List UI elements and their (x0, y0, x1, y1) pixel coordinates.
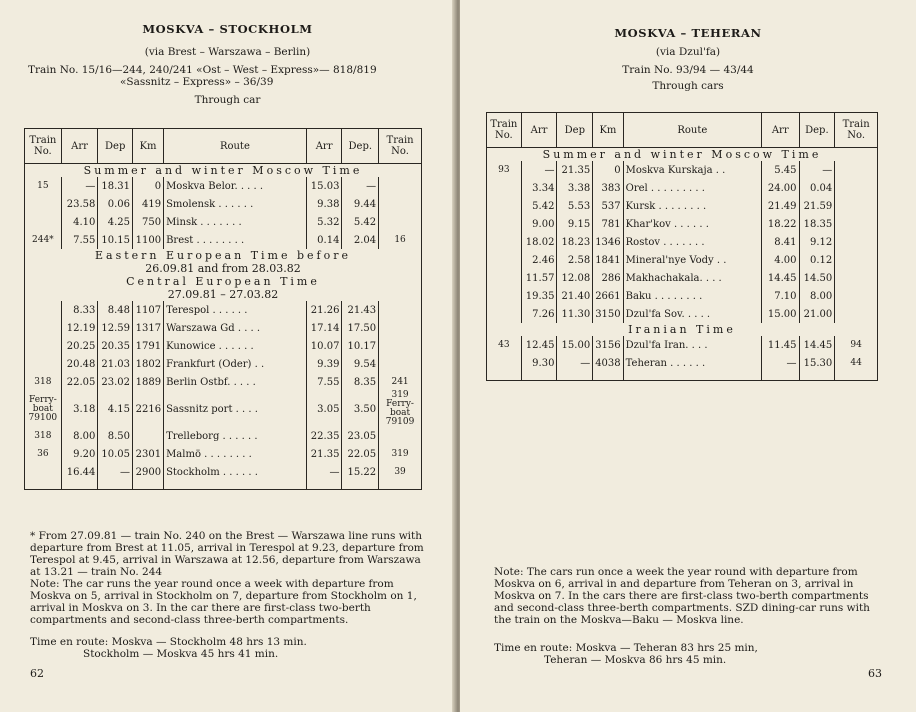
cell-dep: 9.15 (557, 215, 593, 233)
cell-arr2: — (306, 463, 342, 481)
cell-route: Brest . . . . . . . . (164, 231, 307, 249)
col-arr-return: Arr (761, 113, 799, 148)
table-end-row (25, 481, 422, 490)
table-row (25, 445, 422, 463)
cell-km: 383 (593, 179, 623, 197)
car-type: Through cars (652, 80, 724, 92)
cell-km: 2216 (133, 391, 164, 427)
time-zone-label: Summer and winter Moscow Time (83, 164, 363, 177)
table-header-row (25, 129, 422, 164)
cell-arr: 20.48 (61, 355, 98, 373)
cell-dep: 8.48 (98, 301, 133, 319)
cell-tn (25, 213, 62, 231)
cell-tn2 (835, 215, 878, 233)
cell-km: 1802 (133, 355, 164, 373)
cell-dep: 2.58 (557, 251, 593, 269)
cell-arr: 20.25 (61, 337, 98, 355)
note-text: The cars run once a week the year round with departure from Moskva on 6, arrival in and departure from Teheran on 3, arrival in Moskva on 7. In the cars there are first-class two-berth compartments and second-class three-berth compartments. SZD dining-car runs with the train on the Moskva—Baku — Moskva line. (494, 566, 870, 626)
cell-arr2: 17.14 (306, 319, 342, 337)
note-label: Note: (30, 578, 60, 590)
cell-arr: 19.35 (521, 287, 557, 305)
cell-tn2: 16 (379, 231, 422, 249)
note (494, 566, 886, 626)
cell-dep2: 21.43 (342, 301, 379, 319)
cell-route: Warszawa Gd . . . . (164, 319, 307, 337)
table-end-cell (98, 481, 133, 490)
cell-arr2: 18.22 (761, 215, 799, 233)
time-en-route (494, 642, 886, 666)
cell-route: Frankfurt (Oder) . . (164, 355, 307, 373)
cell-tn2: 39 (379, 463, 422, 481)
cell-km: 2900 (133, 463, 164, 481)
cell-tn2 (379, 213, 422, 231)
cell-tn (487, 305, 522, 323)
car-type: Through car (194, 94, 261, 106)
cell-tn2 (379, 319, 422, 337)
footnote: * From 27.09.81 — train No. 240 on the Brest — Warszawa line runs with departure from Brest at 11.05, arrival in Terespol at 9.23, departure from Terespol at 9.45, arrival in Warszawa at 12.56, departure from Warszawa at 13.21 — train No. 244 (30, 530, 424, 578)
cell-tn (25, 355, 62, 373)
time-label: Time en route: (494, 642, 573, 654)
cell-km: 1100 (133, 231, 164, 249)
time-zone-label: Iranian Time (628, 323, 736, 336)
route-via: (via Dzul'fa) (655, 46, 721, 58)
cell-dep2: 8.00 (799, 287, 835, 305)
time-line-1: Moskva — Teheran 83 hrs 25 min, (575, 642, 758, 654)
cell-tn (25, 463, 62, 481)
cell-dep: 15.00 (557, 336, 593, 354)
cell-arr2: — (761, 354, 799, 372)
cell-arr2: 7.10 (761, 287, 799, 305)
col-km: Km (593, 113, 623, 148)
cell-arr2: 8.41 (761, 233, 799, 251)
cell-tn2 (379, 427, 422, 445)
cell-dep2: 0.12 (799, 251, 835, 269)
table-end-cell (623, 372, 761, 381)
cell-route: Teheran . . . . . . (623, 354, 761, 372)
cell-dep: 0.06 (98, 195, 133, 213)
cell-tn: 36 (25, 445, 62, 463)
cell-dep: 21.35 (557, 161, 593, 179)
table-row (487, 251, 878, 269)
cell-route: Makhachakala. . . . (623, 269, 761, 287)
cell-arr2: 11.45 (761, 336, 799, 354)
cell-tn (487, 354, 522, 372)
cell-km: 2301 (133, 445, 164, 463)
cell-route: Khar'kov . . . . . . (623, 215, 761, 233)
cell-tn2 (379, 355, 422, 373)
cell-arr: 9.20 (61, 445, 98, 463)
cell-km: 1107 (133, 301, 164, 319)
cell-dep: 4.25 (98, 213, 133, 231)
cell-tn (487, 287, 522, 305)
cell-arr: 4.10 (61, 213, 98, 231)
table-row (487, 197, 878, 215)
table-row (487, 215, 878, 233)
time-label: Time en route: (30, 636, 109, 648)
page-number: 62 (30, 667, 44, 680)
cell-route: Dzul'fa Sov. . . . . (623, 305, 761, 323)
cell-route: Berlin Ostbf. . . . . (164, 373, 307, 391)
cell-tn2: 94 (835, 336, 878, 354)
cell-dep: 21.40 (557, 287, 593, 305)
cell-route: Trelleborg . . . . . . (164, 427, 307, 445)
cell-km: 1841 (593, 251, 623, 269)
table-end-cell (835, 372, 878, 381)
table-end-cell (306, 481, 342, 490)
table-row (487, 287, 878, 305)
table-row (487, 305, 878, 323)
cell-arr2: 24.00 (761, 179, 799, 197)
col-dep: Dep (557, 113, 593, 148)
col-train-no-return: Train No. (835, 113, 878, 148)
cell-arr: 12.19 (61, 319, 98, 337)
cell-arr2: 4.00 (761, 251, 799, 269)
cell-arr: 22.05 (61, 373, 98, 391)
col-dep-return: Dep. (799, 113, 835, 148)
cell-dep2: 2.04 (342, 231, 379, 249)
table-header-row (487, 113, 878, 148)
table-end-cell (521, 372, 557, 381)
cell-dep2: 21.00 (799, 305, 835, 323)
table-row (25, 319, 422, 337)
table-row (487, 336, 878, 354)
table-end-cell (25, 481, 62, 490)
band-row (487, 323, 878, 336)
cell-km: 537 (593, 197, 623, 215)
cell-dep2: 14.45 (799, 336, 835, 354)
cell-dep2: 5.42 (342, 213, 379, 231)
cell-km: 1346 (593, 233, 623, 251)
col-km: Km (133, 129, 164, 164)
table-end-cell (61, 481, 98, 490)
cell-tn (487, 269, 522, 287)
right-page (460, 0, 916, 712)
cell-tn2 (835, 305, 878, 323)
cell-route: Baku . . . . . . . . (623, 287, 761, 305)
cell-km: 1317 (133, 319, 164, 337)
cell-tn2 (835, 233, 878, 251)
cell-km: 419 (133, 195, 164, 213)
cell-km: 0 (133, 177, 164, 195)
cell-dep2: 14.50 (799, 269, 835, 287)
cell-dep: 8.50 (98, 427, 133, 445)
time-zone-label: 27.09.81 – 27.03.82 (167, 288, 279, 301)
cell-dep2: 21.59 (799, 197, 835, 215)
cell-tn2 (835, 197, 878, 215)
cell-km: 3150 (593, 305, 623, 323)
col-train-no: Train No. (487, 113, 522, 148)
cell-arr2: 15.00 (761, 305, 799, 323)
cell-dep: 10.05 (98, 445, 133, 463)
cell-arr: 7.26 (521, 305, 557, 323)
cell-arr2: 22.35 (306, 427, 342, 445)
cell-tn (487, 215, 522, 233)
note-text: The car runs the year round once a week with departure from Moskva on 5, arrival in Stockholm on 7, departure from Stockholm on 1, arrival in Moskva on 3. In the car there are first-class two-berth compartments and second-class three-berth compartments. (30, 578, 417, 626)
time-line-2: Stockholm — Moskva 45 hrs 41 min. (83, 648, 279, 660)
table-row (25, 373, 422, 391)
cell-arr2: 0.14 (306, 231, 342, 249)
cell-arr2: 15.03 (306, 177, 342, 195)
col-route: Route (164, 129, 307, 164)
cell-dep2: 18.35 (799, 215, 835, 233)
col-route: Route (623, 113, 761, 148)
cell-tn2 (379, 301, 422, 319)
cell-arr: 7.55 (61, 231, 98, 249)
cell-arr2: 9.39 (306, 355, 342, 373)
cell-dep: 18.23 (557, 233, 593, 251)
cell-dep2: 17.50 (342, 319, 379, 337)
cell-dep2: — (342, 177, 379, 195)
cell-dep2: 22.05 (342, 445, 379, 463)
time-zone-band (25, 164, 422, 178)
cell-route: Mineral'nye Vody . . (623, 251, 761, 269)
table-row (25, 301, 422, 319)
time-zone-label: 26.09.81 and from 28.03.82 (145, 262, 301, 275)
cell-km: 2661 (593, 287, 623, 305)
col-train-no: Train No. (25, 129, 62, 164)
table-end-cell (342, 481, 379, 490)
col-dep-return: Dep. (342, 129, 379, 164)
cell-dep2: 9.12 (799, 233, 835, 251)
table-end-cell (379, 481, 422, 490)
time-zone-band (25, 249, 422, 275)
time-zone-band (487, 323, 878, 336)
train-numbers-cont: «Sassnitz – Express» – 36/39 (120, 76, 274, 88)
note-label: Note: (494, 566, 524, 578)
band-row (25, 164, 422, 178)
cell-arr: 8.33 (61, 301, 98, 319)
table-row (25, 391, 422, 427)
col-train-no-return: Train No. (379, 129, 422, 164)
cell-dep2: 15.22 (342, 463, 379, 481)
cell-tn (25, 195, 62, 213)
cell-tn2: 319 Ferry-boat 79109 (379, 391, 422, 427)
cell-arr: — (521, 161, 557, 179)
cell-dep: 4.15 (98, 391, 133, 427)
table-row (487, 179, 878, 197)
cell-dep: 12.59 (98, 319, 133, 337)
cell-tn (487, 233, 522, 251)
cell-arr: 3.34 (521, 179, 557, 197)
table-row (25, 195, 422, 213)
cell-dep2: — (799, 161, 835, 179)
table-row (25, 231, 422, 249)
cell-tn: 15 (25, 177, 62, 195)
band-row (25, 249, 422, 275)
cell-tn: 93 (487, 161, 522, 179)
train-numbers: Train No. 93/94 — 43/44 (622, 64, 754, 76)
cell-route: Sassnitz port . . . . (164, 391, 307, 427)
cell-tn (487, 251, 522, 269)
table-row (487, 269, 878, 287)
cell-arr: 12.45 (521, 336, 557, 354)
cell-arr2: 21.49 (761, 197, 799, 215)
cell-arr2: 9.38 (306, 195, 342, 213)
cell-route: Dzul'fa Iran. . . . (623, 336, 761, 354)
time-en-route (30, 636, 425, 660)
table-row (25, 337, 422, 355)
table-end-cell (799, 372, 835, 381)
cell-arr2: 7.55 (306, 373, 342, 391)
timetable (24, 128, 422, 490)
cell-arr: 3.18 (61, 391, 98, 427)
cell-arr: 5.42 (521, 197, 557, 215)
time-zone-band (25, 275, 422, 301)
cell-tn: 43 (487, 336, 522, 354)
table-end-cell (557, 372, 593, 381)
cell-km (133, 427, 164, 445)
cell-km: 3156 (593, 336, 623, 354)
cell-km: 4038 (593, 354, 623, 372)
cell-arr: 2.46 (521, 251, 557, 269)
cell-dep: 5.53 (557, 197, 593, 215)
route-via: (via Brest – Warszawa – Berlin) (144, 46, 311, 58)
col-dep: Dep (98, 129, 133, 164)
cell-dep: 18.31 (98, 177, 133, 195)
page-title: MOSKVA – STOCKHOLM (142, 22, 313, 36)
timetable (486, 112, 878, 381)
cell-km: 1889 (133, 373, 164, 391)
cell-dep: 20.35 (98, 337, 133, 355)
cell-tn2 (835, 161, 878, 179)
cell-arr2: 10.07 (306, 337, 342, 355)
table-row (25, 213, 422, 231)
col-arr-return: Arr (306, 129, 342, 164)
cell-route: Orel . . . . . . . . . (623, 179, 761, 197)
cell-route: Stockholm . . . . . . (164, 463, 307, 481)
cell-tn2 (835, 287, 878, 305)
cell-km: 286 (593, 269, 623, 287)
cell-tn2 (379, 177, 422, 195)
table-end-cell (593, 372, 623, 381)
cell-route: Minsk . . . . . . . (164, 213, 307, 231)
cell-arr: — (61, 177, 98, 195)
table-end-cell (133, 481, 164, 490)
time-zone-band (487, 148, 878, 162)
page-title: MOSKVA – TEHERAN (614, 26, 762, 40)
table-end-row (487, 372, 878, 381)
cell-route: Moskva Kurskaja . . (623, 161, 761, 179)
cell-arr: 9.00 (521, 215, 557, 233)
cell-arr: 18.02 (521, 233, 557, 251)
cell-dep2: 10.17 (342, 337, 379, 355)
cell-tn: 244* (25, 231, 62, 249)
cell-tn (25, 319, 62, 337)
cell-km: 1791 (133, 337, 164, 355)
cell-dep: 21.03 (98, 355, 133, 373)
cell-tn2: 241 (379, 373, 422, 391)
cell-dep: — (557, 354, 593, 372)
cell-arr2: 5.32 (306, 213, 342, 231)
cell-dep2: 23.05 (342, 427, 379, 445)
cell-dep2: 3.50 (342, 391, 379, 427)
cell-dep2: 9.44 (342, 195, 379, 213)
cell-tn2: 319 (379, 445, 422, 463)
cell-dep2: 15.30 (799, 354, 835, 372)
cell-km: 750 (133, 213, 164, 231)
time-line-1: Moskva — Stockholm 48 hrs 13 min. (111, 636, 307, 648)
cell-arr: 8.00 (61, 427, 98, 445)
cell-dep: — (98, 463, 133, 481)
cell-dep: 11.30 (557, 305, 593, 323)
cell-dep2: 8.35 (342, 373, 379, 391)
cell-km: 781 (593, 215, 623, 233)
cell-tn2 (835, 179, 878, 197)
page-number: 63 (868, 667, 882, 680)
cell-tn2 (379, 337, 422, 355)
table-end-cell (164, 481, 307, 490)
train-numbers: Train No. 15/16—244, 240/241 «Ost – West – Express»— 818/819 (28, 64, 377, 76)
cell-tn2 (835, 269, 878, 287)
cell-dep: 10.15 (98, 231, 133, 249)
table-end-cell (761, 372, 799, 381)
note (30, 578, 425, 626)
table-row (487, 233, 878, 251)
cell-tn (25, 301, 62, 319)
cell-tn: Ferry-boat 79100 (25, 391, 62, 427)
left-page (0, 0, 455, 712)
cell-route: Malmö . . . . . . . . (164, 445, 307, 463)
cell-arr: 16.44 (61, 463, 98, 481)
cell-tn2 (835, 251, 878, 269)
band-row (25, 275, 422, 301)
cell-tn2 (379, 195, 422, 213)
cell-dep: 12.08 (557, 269, 593, 287)
table-row (487, 354, 878, 372)
cell-arr: 23.58 (61, 195, 98, 213)
cell-arr2: 21.26 (306, 301, 342, 319)
table-row (487, 161, 878, 179)
time-zone-label: Summer and winter Moscow Time (542, 148, 822, 161)
band-row (487, 148, 878, 162)
table-row (25, 463, 422, 481)
cell-route: Kunowice . . . . . . (164, 337, 307, 355)
cell-route: Smolensk . . . . . . (164, 195, 307, 213)
cell-dep2: 9.54 (342, 355, 379, 373)
cell-arr: 9.30 (521, 354, 557, 372)
cell-arr2: 14.45 (761, 269, 799, 287)
cell-tn (25, 337, 62, 355)
cell-arr: 11.57 (521, 269, 557, 287)
cell-tn: 318 (25, 373, 62, 391)
col-arr: Arr (61, 129, 98, 164)
col-arr: Arr (521, 113, 557, 148)
cell-tn (487, 179, 522, 197)
table-row (25, 355, 422, 373)
cell-arr2: 3.05 (306, 391, 342, 427)
cell-route: Rostov . . . . . . . (623, 233, 761, 251)
cell-dep: 23.02 (98, 373, 133, 391)
cell-arr2: 21.35 (306, 445, 342, 463)
time-zone-label: Eastern European Time before (95, 249, 351, 262)
cell-km: 0 (593, 161, 623, 179)
cell-route: Terespol . . . . . . (164, 301, 307, 319)
table-end-cell (487, 372, 522, 381)
cell-tn (487, 197, 522, 215)
table-row (25, 427, 422, 445)
cell-dep: 3.38 (557, 179, 593, 197)
time-line-2: Teheran — Moskva 86 hrs 45 min. (544, 654, 727, 666)
table-row (25, 177, 422, 195)
cell-tn: 318 (25, 427, 62, 445)
cell-route: Kursk . . . . . . . . (623, 197, 761, 215)
time-zone-label: Central European Time (126, 275, 320, 288)
cell-tn2: 44 (835, 354, 878, 372)
cell-route: Moskva Belor. . . . . (164, 177, 307, 195)
cell-arr2: 5.45 (761, 161, 799, 179)
cell-dep2: 0.04 (799, 179, 835, 197)
